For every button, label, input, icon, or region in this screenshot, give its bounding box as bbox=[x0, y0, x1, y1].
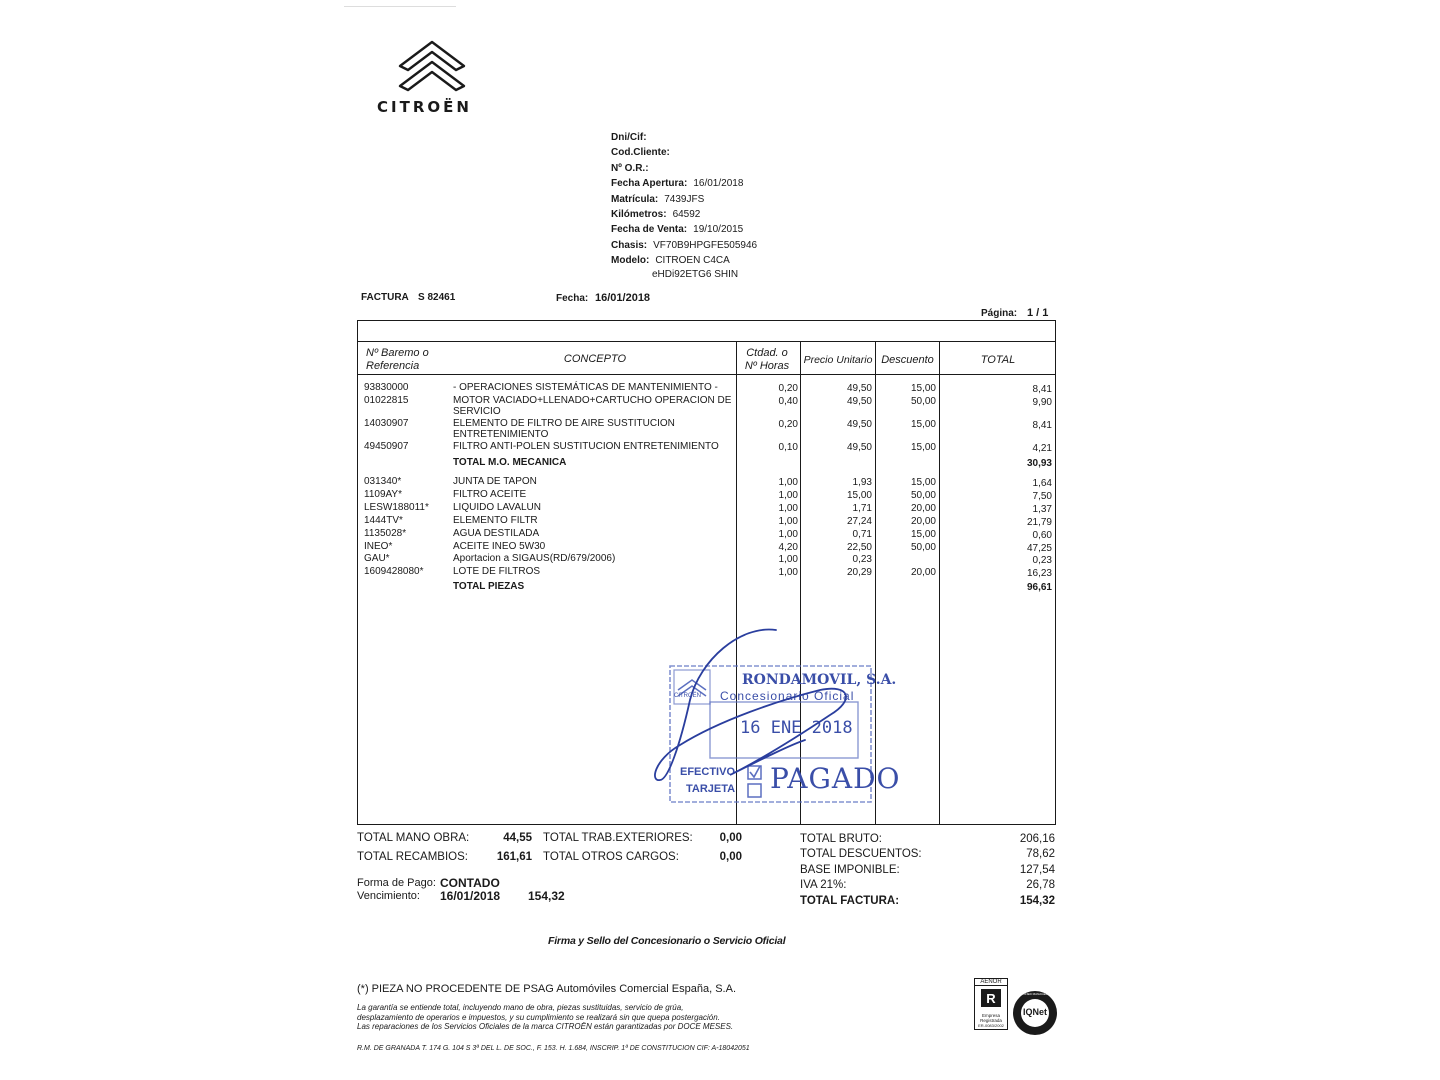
client-info-row bbox=[611, 253, 757, 268]
parts-subtotal-label: TOTAL PIEZAS bbox=[453, 581, 525, 592]
part-concept: LOTE DE FILTROS bbox=[453, 566, 541, 578]
pagina-value: 1 / 1 bbox=[1027, 307, 1049, 319]
part-concept: ELEMENTO FILTR bbox=[453, 514, 538, 526]
stamp-brand: CITROËN bbox=[674, 693, 701, 699]
labor-ref: 49450907 bbox=[364, 441, 409, 452]
part-discount: 20,00 bbox=[910, 502, 936, 514]
stamp-date: 16 ENE 2018 bbox=[740, 718, 853, 738]
part-qty: 1,00 bbox=[778, 567, 798, 579]
iqnet-ring-text: CERTIFIED MANAGEMENT SYSTEM bbox=[1016, 992, 1068, 996]
base-imponible-label: BASE IMPONIBLE: bbox=[800, 864, 900, 876]
header-ref-line2: Referencia bbox=[366, 360, 420, 372]
stamp-pagado: PAGADO bbox=[770, 762, 901, 795]
stamp-subtitle: Concesionario Oficial bbox=[720, 689, 855, 703]
client-info-value: 16/01/2018 bbox=[693, 178, 744, 190]
labor-ref: 01022815 bbox=[364, 395, 409, 406]
part-total: 1,37 bbox=[1032, 503, 1052, 515]
labor-qty: 0,10 bbox=[778, 442, 798, 453]
part-ref: GAU* bbox=[364, 553, 390, 565]
labor-total: 8,41 bbox=[1032, 420, 1052, 431]
part-concept: JUNTA DE TAPON bbox=[453, 476, 537, 487]
fecha-value: 16/01/2018 bbox=[595, 292, 651, 304]
part-concept: AGUA DESTILADA bbox=[453, 527, 540, 539]
client-info-value: 19/10/2015 bbox=[693, 224, 744, 236]
part-ref: 1609428080* bbox=[364, 566, 424, 578]
parts-subtotal-value: 96,61 bbox=[1026, 582, 1052, 593]
part-discount: 15,00 bbox=[910, 477, 936, 488]
pieza-note: (*) PIEZA NO PROCEDENTE DE PSAG Automóviles Comercial España, S.A. bbox=[357, 983, 737, 995]
header-ref bbox=[366, 347, 429, 373]
labor-discount: 50,00 bbox=[910, 396, 936, 407]
total-recambios-label: TOTAL RECAMBIOS: bbox=[357, 851, 468, 863]
client-info-row bbox=[611, 192, 757, 207]
part-price: 22,50 bbox=[846, 541, 872, 553]
header-concepto: CONCEPTO bbox=[563, 353, 627, 365]
client-info-label: Modelo: bbox=[611, 255, 650, 267]
labor-ref: 93830000 bbox=[364, 382, 409, 393]
labor-concept: ELEMENTO DE FILTRO DE AIRE SUSTITUCION bbox=[453, 418, 675, 429]
client-info-value: eHDi92ETG6 SHIN bbox=[652, 268, 739, 280]
part-total: 47,25 bbox=[1026, 542, 1052, 554]
part-discount: 20,00 bbox=[910, 515, 936, 527]
client-info-row bbox=[611, 269, 757, 280]
part-total: 21,79 bbox=[1026, 516, 1052, 528]
part-price: 27,24 bbox=[846, 515, 872, 527]
part-qty: 1,00 bbox=[778, 528, 798, 540]
labor-price: 49,50 bbox=[846, 396, 872, 407]
citroen-logo bbox=[394, 36, 470, 96]
total-mano-obra-label: TOTAL MANO OBRA: bbox=[357, 832, 470, 844]
aenor-label: AENOR bbox=[975, 979, 1007, 986]
total-descuentos-value: 78,62 bbox=[1026, 848, 1055, 860]
fecha-label: Fecha: bbox=[556, 293, 589, 304]
part-total: 0,60 bbox=[1032, 529, 1052, 541]
labor-total: 4,21 bbox=[1032, 443, 1052, 454]
labor-discount: 15,00 bbox=[910, 419, 936, 430]
total-bruto-value: 206,16 bbox=[1019, 833, 1055, 845]
warranty-text bbox=[357, 1003, 733, 1032]
part-discount: 50,00 bbox=[910, 541, 936, 553]
iqnet-label: IQNet bbox=[1023, 1007, 1048, 1017]
header-descuento: Descuento bbox=[881, 354, 934, 366]
labor-qty: 0,40 bbox=[778, 396, 798, 407]
labor-subtotal-label: TOTAL M.O. MECANICA bbox=[453, 457, 567, 468]
warranty-line-1: La garantía se entiende total, incluyendo mano de obra, piezas sustituidas, servicio de grúa, bbox=[357, 1003, 684, 1012]
table-header-divider bbox=[357, 374, 1056, 375]
part-qty: 4,20 bbox=[778, 541, 798, 553]
part-total: 0,23 bbox=[1032, 555, 1052, 567]
part-qty: 1,00 bbox=[778, 489, 798, 501]
part-qty: 1,00 bbox=[778, 515, 798, 527]
total-descuentos-label: TOTAL DESCUENTOS: bbox=[800, 848, 922, 860]
header-precio: Precio Unitario bbox=[803, 354, 873, 366]
part-qty: 1,00 bbox=[778, 554, 798, 566]
part-ref: LESW188011* bbox=[364, 501, 429, 513]
part-price: 1,93 bbox=[852, 477, 872, 488]
iva-label: IVA 21%: bbox=[800, 879, 847, 891]
client-info-row bbox=[611, 207, 757, 222]
client-info-label: Dni/Cif: bbox=[611, 132, 647, 143]
iqnet-badge bbox=[1012, 990, 1068, 1036]
er-code: ER-0083/2002 bbox=[978, 1023, 1004, 1028]
svg-text:R: R bbox=[986, 991, 996, 1006]
part-concept: ACEITE INEO 5W30 bbox=[453, 540, 546, 552]
client-info-label: Chasis: bbox=[611, 239, 648, 251]
part-ref: 1135028* bbox=[364, 527, 407, 539]
total-otros-value: 0,00 bbox=[719, 851, 742, 863]
total-recambios-value: 161,61 bbox=[496, 851, 532, 863]
client-info-value: 7439JFS bbox=[664, 193, 705, 205]
part-total: 7,50 bbox=[1032, 490, 1052, 502]
labor-qty: 0,20 bbox=[778, 383, 798, 394]
part-price: 0,23 bbox=[852, 554, 872, 566]
part-price: 1,71 bbox=[852, 502, 872, 514]
part-ref: 1444TV* bbox=[364, 514, 403, 526]
client-info-row bbox=[611, 145, 757, 160]
warranty-line-2: desplazamiento de operarios e impuestos, y su cumplimiento se realizará sin que quepa postergación. bbox=[357, 1012, 720, 1022]
total-trab-ext-value: 0,00 bbox=[719, 832, 742, 844]
pagina-label: Página: bbox=[981, 308, 1018, 319]
er-text: Empresa Registrada bbox=[980, 1013, 1002, 1023]
table-top-divider bbox=[357, 341, 1056, 342]
total-factura-value: 154,32 bbox=[1019, 895, 1055, 907]
part-price: 20,29 bbox=[846, 567, 872, 579]
double-chevron-icon bbox=[394, 36, 470, 96]
vencimiento-amount: 154,32 bbox=[528, 889, 565, 903]
col-divider-disc bbox=[875, 342, 876, 825]
header-total: TOTAL bbox=[980, 354, 1016, 366]
labor-concept-cont: SERVICIO bbox=[453, 406, 501, 417]
stamp-tarjeta: TARJETA bbox=[686, 783, 736, 795]
part-qty: 1,00 bbox=[778, 477, 798, 488]
header-cant-line2: Nº Horas bbox=[744, 360, 790, 372]
part-ref: 031340* bbox=[364, 476, 402, 487]
client-info-row bbox=[611, 130, 757, 145]
client-info-label: Nº O.R.: bbox=[611, 162, 649, 174]
client-info-label: Matrícula: bbox=[611, 193, 659, 205]
part-price: 0,71 bbox=[852, 528, 872, 540]
aenor-badge bbox=[974, 978, 1008, 1030]
total-bruto-label: TOTAL BRUTO: bbox=[800, 833, 883, 845]
labor-price: 49,50 bbox=[846, 419, 872, 430]
client-info-row bbox=[611, 222, 757, 237]
factura-number: S 82461 bbox=[418, 292, 456, 303]
client-info-value: VF70B9HPGFE505946 bbox=[653, 239, 758, 251]
labor-price: 49,50 bbox=[846, 442, 872, 453]
labor-concept: MOTOR VACIADO+LLENADO+CARTUCHO OPERACION DE bbox=[453, 395, 732, 406]
client-info-label: Kilómetros: bbox=[611, 209, 667, 221]
client-info bbox=[611, 130, 757, 280]
forma-pago-value: CONTADO bbox=[440, 876, 500, 890]
part-total: 16,23 bbox=[1026, 568, 1052, 580]
total-otros-label: TOTAL OTROS CARGOS: bbox=[543, 851, 679, 863]
registry-text: R.M. DE GRANADA T. 174 G. 104 S 3ª DEL L. DE SOC., F. 153. H. 1.684, INSCRIP. 1ª DE CONSTITUCION CIF: A-18042051 bbox=[357, 1045, 750, 1052]
client-info-row bbox=[611, 238, 757, 253]
vencimiento-date: 16/01/2018 bbox=[440, 889, 501, 903]
part-concept: LIQUIDO LAVALUN bbox=[453, 501, 541, 513]
client-info-value: 64592 bbox=[672, 209, 701, 221]
client-info-label: Cod.Cliente: bbox=[611, 147, 670, 159]
labor-subtotal-value: 30,93 bbox=[1026, 458, 1052, 469]
part-discount: 20,00 bbox=[910, 567, 936, 579]
brand-name: CITROËN bbox=[377, 98, 472, 116]
labor-concept-cont: ENTRETENIMIENTO bbox=[453, 429, 549, 440]
total-mano-obra-value: 44,55 bbox=[503, 832, 532, 844]
labor-ref: 14030907 bbox=[364, 418, 409, 429]
labor-concept: FILTRO ANTI-POLEN SUSTITUCION ENTRETENIMIENTO bbox=[453, 441, 719, 452]
labor-concept: - OPERACIONES SISTEMÁTICAS DE MANTENIMIENTO - bbox=[453, 382, 718, 393]
stamp-efectivo: EFECTIVO bbox=[680, 766, 736, 778]
part-concept: FILTRO ACEITE bbox=[453, 488, 527, 500]
part-ref: INEO* bbox=[364, 540, 393, 552]
iva-value: 26,78 bbox=[1026, 879, 1055, 891]
stamp-company: RONDAMOVIL, S.A. bbox=[742, 672, 897, 688]
client-info-row bbox=[611, 161, 757, 176]
paid-stamp bbox=[668, 662, 901, 803]
warranty-line-3: Las reparaciones de los Servicios Oficiales de la marca CITROËN están garantizadas por DOCE MESES. bbox=[357, 1022, 734, 1031]
part-concept: Aportacion a SIGAUS(RD/679/2006) bbox=[453, 553, 616, 565]
base-imponible-value: 127,54 bbox=[1019, 864, 1055, 876]
part-discount: 15,00 bbox=[910, 528, 936, 540]
signature-caption: Firma y Sello del Concesionario o Servicio Oficial bbox=[548, 935, 786, 947]
client-info-row bbox=[611, 176, 757, 191]
header-cantidad bbox=[737, 347, 797, 373]
header-cant-line1: Ctdad. o bbox=[746, 347, 788, 359]
part-price: 15,00 bbox=[846, 489, 872, 501]
part-total: 1,64 bbox=[1032, 478, 1052, 489]
factura-label: FACTURA bbox=[361, 292, 409, 303]
total-factura-label: TOTAL FACTURA: bbox=[800, 895, 900, 907]
vencimiento-label: Vencimiento: bbox=[357, 890, 420, 902]
part-qty: 1,00 bbox=[778, 502, 798, 514]
labor-price: 49,50 bbox=[846, 383, 872, 394]
client-info-label: Fecha de Venta: bbox=[611, 224, 688, 236]
scan-mark bbox=[344, 6, 456, 7]
labor-total: 8,41 bbox=[1032, 384, 1052, 395]
labor-total: 9,90 bbox=[1032, 397, 1052, 408]
forma-pago-label: Forma de Pago: bbox=[357, 877, 436, 889]
client-info-label: Fecha Apertura: bbox=[611, 178, 688, 190]
labor-discount: 15,00 bbox=[910, 442, 936, 453]
part-ref: 1109AY* bbox=[364, 488, 402, 500]
total-trab-ext-label: TOTAL TRAB.EXTERIORES: bbox=[543, 832, 693, 844]
er-logo-icon bbox=[980, 988, 1002, 1008]
part-discount: 50,00 bbox=[910, 489, 936, 501]
client-info-value: CITROEN C4CA bbox=[655, 255, 730, 267]
labor-discount: 15,00 bbox=[910, 383, 936, 394]
labor-qty: 0,20 bbox=[778, 419, 798, 430]
header-ref-line1: Nº Baremo o bbox=[366, 347, 429, 359]
